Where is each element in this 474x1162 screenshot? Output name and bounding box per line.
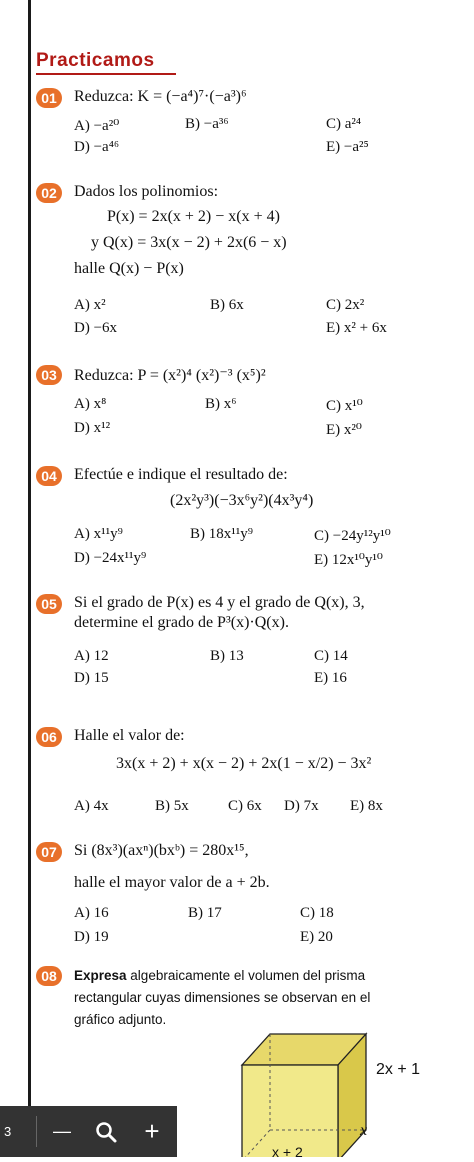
zoom-reset-button[interactable] [84, 1106, 128, 1157]
problem-06-option-a: A) 4x [74, 798, 109, 814]
problem-07-option-e: E) 20 [300, 929, 333, 945]
problem-08-line-2: rectangular cuyas dimensiones se observan en el [74, 990, 371, 1005]
problem-03-option-e: E) x²⁰ [326, 422, 362, 438]
problem-02-option-a: A) x² [74, 297, 106, 313]
problem-number-06: 06 [36, 727, 62, 747]
problem-06-statement: Halle el valor de: [74, 727, 185, 744]
problem-08-line-3: gráfico adjunto. [74, 1012, 167, 1027]
problem-07-statement: Si (8x³)(axⁿ)(bxᵇ) = 280x¹⁵, [74, 842, 249, 859]
page-number-indicator: 3 [4, 1124, 12, 1139]
problem-03-option-b: B) x⁶ [205, 396, 237, 412]
problem-06-option-c: C) 6x [228, 798, 262, 814]
page-edge-line [28, 0, 31, 1110]
problem-06-expression: 3x(x + 2) + x(x − 2) + 2x(1 − x/2) − 3x² [116, 755, 372, 772]
problem-06-option-e: E) 8x [350, 798, 383, 814]
problem-06-option-b: B) 5x [155, 798, 189, 814]
problem-04-option-a: A) x¹¹y⁹ [74, 526, 123, 542]
problem-03-option-a: A) x⁸ [74, 396, 107, 412]
problem-08-line-1-text: algebraicamente el volumen del prisma [126, 968, 366, 983]
problem-01-statement: Reduzca: K = (−a⁴)⁷·(−a³)⁶ [74, 88, 247, 105]
problem-04-option-e: E) 12x¹⁰y¹⁰ [314, 552, 383, 568]
problem-04-statement: Efectúe e indique el resultado de: [74, 466, 288, 483]
dimension-height-label: 2x + 1 [376, 1061, 421, 1078]
problem-03-option-d: D) x¹² [74, 420, 111, 436]
title-underline [36, 73, 176, 75]
dimension-depth-label: x [360, 1122, 368, 1139]
dimension-width-label: x + 2 [272, 1144, 303, 1157]
problem-07-option-c: C) 18 [300, 905, 334, 921]
problem-04-option-c: C) −24y¹²y¹⁰ [314, 528, 391, 544]
problem-04-expression: (2x²y³)(−3x⁶y²)(4x³y⁴) [170, 492, 314, 509]
problem-02-line-halle: halle Q(x) − P(x) [74, 260, 184, 277]
problem-05-option-c: C) 14 [314, 648, 348, 664]
problem-05-option-b: B) 13 [210, 648, 244, 664]
magnifier-icon [94, 1120, 118, 1144]
problem-01-option-e: E) −a²⁵ [326, 139, 369, 155]
problem-07-option-b: B) 17 [188, 905, 222, 921]
zoom-out-button[interactable]: — [53, 1121, 71, 1141]
problem-05-statement: Si el grado de P(x) es 4 y el grado de Q(x), 3, [74, 594, 365, 611]
problem-05-option-e: E) 16 [314, 670, 347, 686]
problem-02-statement: Dados los polinomios: [74, 183, 219, 200]
problem-number-03: 03 [36, 365, 62, 385]
section-title: Practicamos [36, 50, 155, 71]
problem-08-line-1 [74, 966, 365, 985]
problem-05-option-d: D) 15 [74, 670, 109, 686]
problem-03-statement: Reduzca: P = (x²)⁴ (x²)⁻³ (x⁵)² [74, 367, 266, 384]
page-gutter [0, 0, 30, 1157]
problem-number-02: 02 [36, 183, 62, 203]
problem-03-option-c: C) x¹⁰ [326, 398, 363, 414]
problem-07-line-2: halle el mayor valor de a + 2b. [74, 874, 270, 891]
problem-02-line-p: P(x) = 2x(x + 2) − x(x + 4) [107, 208, 280, 225]
problem-02-option-c: C) 2x² [326, 297, 365, 313]
zoom-in-button[interactable]: + [144, 1116, 160, 1146]
problem-number-04: 04 [36, 466, 62, 486]
problem-01-option-a: A) −a²⁰ [74, 118, 120, 134]
problem-01-option-c: C) a²⁴ [326, 116, 362, 132]
problem-07-option-d: D) 19 [74, 929, 109, 945]
prism-figure [236, 1030, 466, 1157]
problem-number-08: 08 [36, 966, 62, 986]
problem-04-option-b: B) 18x¹¹y⁹ [190, 526, 253, 542]
problem-08-bold-word: Expresa [74, 968, 127, 983]
toolbar-separator [36, 1116, 37, 1147]
problem-06-option-d: D) 7x [284, 798, 319, 814]
problem-05-option-a: A) 12 [74, 648, 109, 664]
problem-01-option-b: B) −a³⁶ [185, 116, 229, 132]
problem-02-option-b: B) 6x [210, 297, 244, 313]
problem-02-option-d: D) −6x [74, 320, 118, 336]
problem-07-option-a: A) 16 [74, 905, 109, 921]
zoom-toolbar [0, 1106, 177, 1157]
problem-02-option-e: E) x² + 6x [326, 320, 387, 336]
problem-01-option-d: D) −a⁴⁶ [74, 139, 120, 155]
problem-02-line-q: y Q(x) = 3x(x − 2) + 2x(6 − x) [91, 234, 287, 251]
problem-05-line-2: determine el grado de P³(x)·Q(x). [74, 614, 289, 631]
problem-number-01: 01 [36, 88, 62, 108]
problem-number-05: 05 [36, 594, 62, 614]
problem-number-07: 07 [36, 842, 62, 862]
problem-04-option-d: D) −24x¹¹y⁹ [74, 550, 147, 566]
